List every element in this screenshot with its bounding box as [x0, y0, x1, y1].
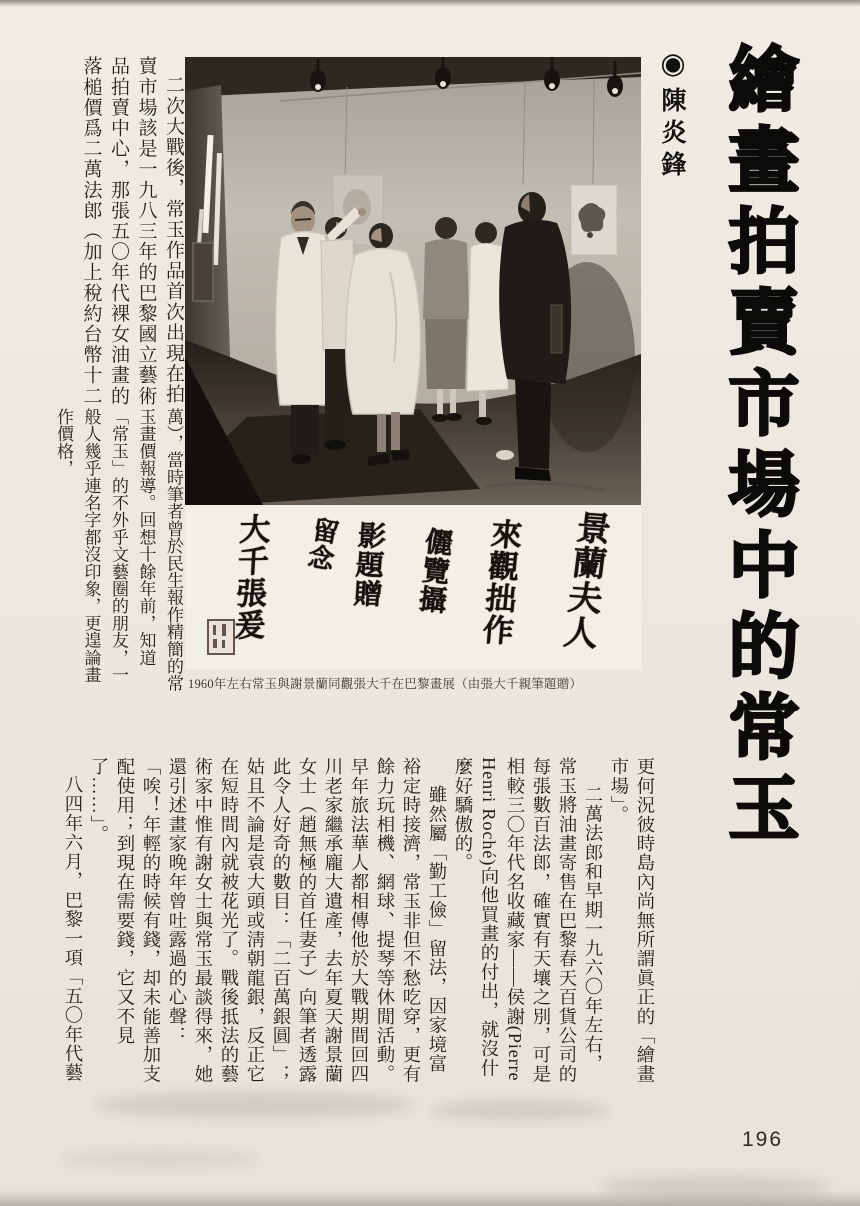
gallery-exhibition-photo [185, 57, 641, 505]
artist-seal-icon [207, 619, 235, 655]
scan-smudge [430, 1100, 610, 1120]
intro-block-a: 二次大戰後，常玉作品首次出現在拍賣市場該是一九八三年的巴黎國立藝術品拍賣中心，那張五〇年代裸女油畫的落槌價爲二萬法郎（加上稅約台幣十二 [80, 56, 184, 407]
photo-caption: 1960年左右常玉與謝景蘭同觀張大千在巴黎畫展（由張大千親筆題贈） [188, 677, 583, 691]
calligraphy-signature: 大千張爰 [228, 512, 271, 642]
scan-smudge [600, 1176, 830, 1198]
scan-smudge [60, 1150, 260, 1168]
intro-block-b: 萬），當時筆者曾於民生報作精簡的常玉畫價報導。回想十餘年前，知道「常玉」的不外乎文藝圈的朋友，一般人幾乎連名字都沒印象，更遑論畫作價格， [54, 408, 183, 692]
scan-smudge [95, 1092, 415, 1118]
calligraphy-column: 來觀拙作 [476, 517, 523, 647]
article-body [63, 757, 658, 1089]
author-byline [654, 46, 690, 183]
page-number: 196 [742, 1128, 784, 1151]
intro-text [54, 56, 189, 700]
article-title: 繪畫拍賣市場中的常玉 [718, 42, 797, 852]
calligraphy-column: 留念 [302, 514, 341, 574]
body-paragraph: 二萬法郎和早期一九六〇年左右，常玉將油畫寄售在巴黎春天百貨公司的每張數百法郎，確實有天壤之別，可是相較三〇年代名收藏家——侯謝(Pierre Henri Roché)向他買畫的付出，就沒什麼好驕傲的。 [453, 757, 603, 1084]
scan-edge-top [0, 0, 860, 7]
author-bullet-icon: ◉ [656, 46, 688, 87]
wall-artwork [571, 185, 617, 255]
body-paragraph: 八四年六月，巴黎一項「五〇年代藝 [63, 775, 83, 1083]
calligraphy-column: 景蘭夫人 [556, 509, 611, 651]
author-name: 陳炎鋒 [658, 87, 686, 183]
body-paragraph: 更何況彼時島內尚無所謂眞正的「繪畫市場」。 [609, 757, 655, 1084]
calligraphy-column: 影題贈 [348, 520, 387, 609]
calligraphy-column: 儷覽攝 [413, 525, 454, 616]
calligraphy-inscription [185, 505, 641, 669]
body-paragraph: 雖然屬「勤工儉」留法，因家境富裕定時接濟，常玉非但不愁吃穿，更有餘力玩相機、網球、提琴等休閒活動。早年旅法華人都相傳他於大戰期間回四川老家繼承龐大遺產，去年夏天謝景蘭女士（趙無極的首任妻子）向筆者透露此令人好奇的數目：「二百萬銀圓」；姑且不論是袁大頭或淸朝龍銀，反正它在短時間內就被花光了。戰後抵法的藝術家中惟有謝女士與常玉最談得來，她還引述畫家晚年曾吐露過的心聲：「唉！年輕的時候有錢，却未能善加支配使用；到現在需要錢，它又不見了……」。 [89, 757, 447, 1084]
